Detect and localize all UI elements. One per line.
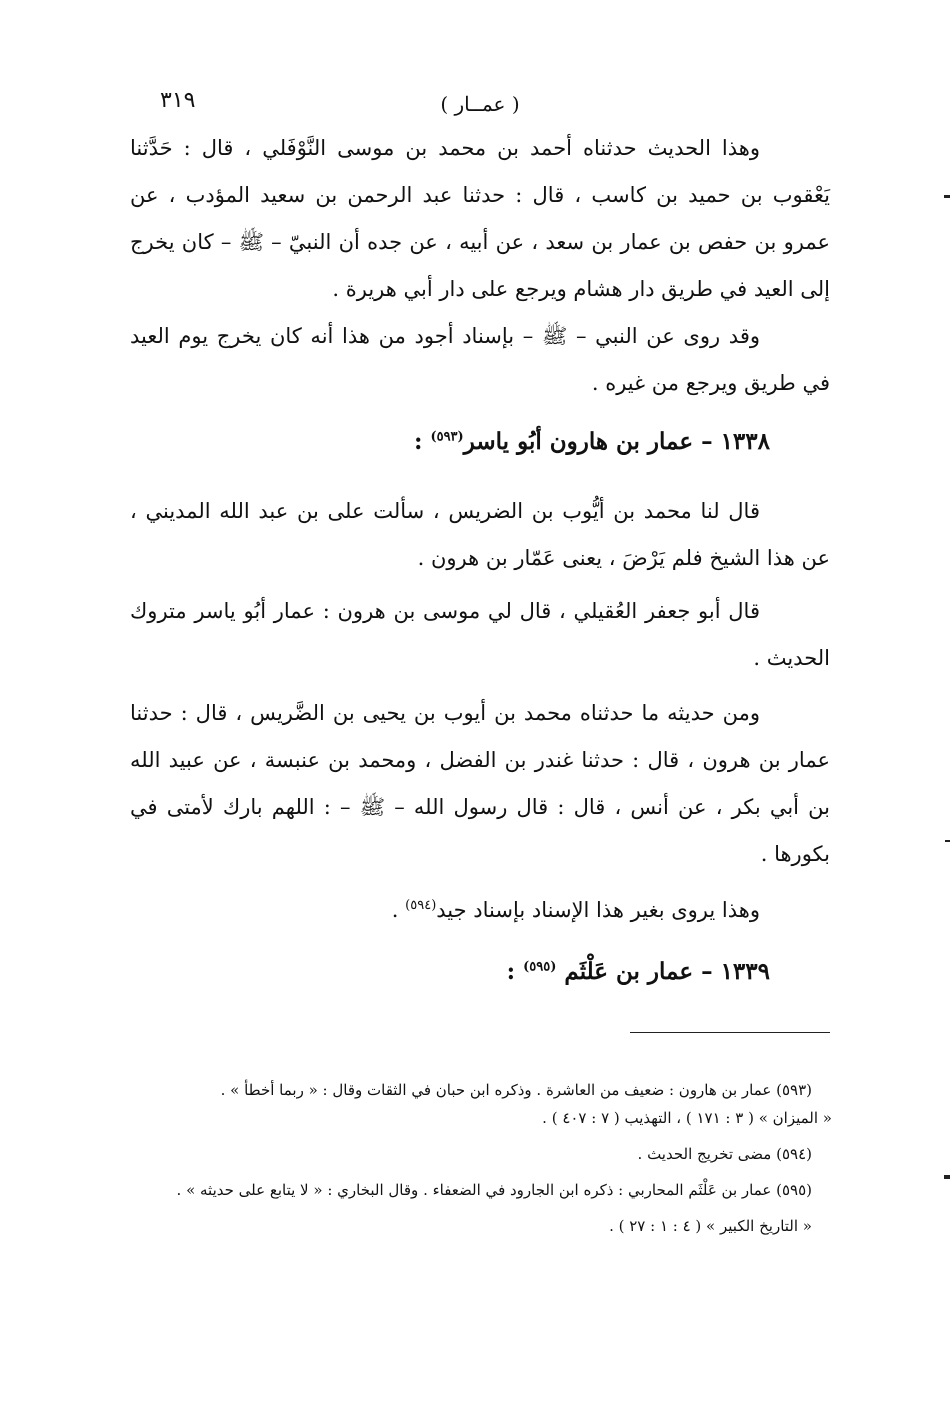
- paragraph-4: قال أبو جعفر العُقيلي ، قال لي موسى بن هرون : عمار أبُو ياسر متروك الحديث .: [130, 599, 830, 670]
- paragraph-1: وهذا الحديث حدثناه أحمد بن محمد بن موسى النَّوْفَلي ، قال : حَدَّثنا يَعْقوب بن حميد بن كاسب ، قال : حدثنا عبد الرحمن بن سعيد المؤدب ، عن عمرو بن حفص بن عمار بن سعد ، عن أبيه ، عن جده أن النبيّ – ﷺ – كان يخرج إلى العيد في طريق دار هشام ويرجع على دار أبي هريرة .: [130, 136, 830, 301]
- entry-heading-1338: [130, 428, 770, 455]
- footnote-ref: (٥٩٤): [405, 898, 437, 913]
- scan-edge-mark: [945, 840, 950, 842]
- footnote-593-source: « الميزان » ( ٣ : ١٧١ ) ، التهذيب ( ٧ : ٤٠٧ ) .: [542, 1109, 832, 1127]
- footnote-ref: (٥٩٥): [523, 959, 557, 975]
- footnote-separator: [630, 1032, 830, 1033]
- heading-end: :: [506, 958, 524, 985]
- body-block-2: [130, 488, 830, 934]
- footnote-594: (٥٩٤) مضى تخريج الحديث .: [637, 1145, 812, 1163]
- footnote-595-source: « التاريخ الكبير » ( ٤ : ١ : ٢٧ ) .: [609, 1217, 812, 1235]
- heading-text: ١٣٣٩ – عمار بن عَلْثَم: [556, 958, 770, 985]
- page-number: ٣١٩: [160, 88, 196, 113]
- page-header: [130, 88, 830, 124]
- scan-edge-mark: [944, 195, 950, 198]
- paragraph-6: [130, 882, 830, 934]
- heading-end: :: [413, 428, 431, 455]
- paragraph-6-end: .: [391, 898, 406, 922]
- entry-heading-1339: [130, 958, 770, 985]
- scan-edge-mark: [944, 1175, 950, 1179]
- footnotes: [130, 1076, 832, 1240]
- footnote-ref: (٥٩٣): [430, 429, 464, 445]
- running-title: ( عمــار ): [440, 92, 520, 116]
- paragraph-5: ومن حديثه ما حدثناه محمد بن أيوب بن يحيى بن الضَّريس ، قال : حدثنا عمار بن هرون ، قال : حدثنا غندر بن الفضل ، ومحمد بن عنبسة ، عن عبيد الله بن أبي بكر ، عن أنس ، قال : قال رسول الله – ﷺ – : اللهم بارك لأمتى في بكورها .: [130, 701, 830, 866]
- footnote-593: (٥٩٣) عمار بن هارون : ضعيف من العاشرة . وذكره ابن حبان في الثقات وقال : « ربما أخطأ » .: [220, 1081, 812, 1099]
- paragraph-3: قال لنا محمد بن أيُّوب بن الضريس ، سألت على بن عبد الله المديني ، عن هذا الشيخ فلم يَرْضَ ، يعنى عَمّار بن هرون .: [130, 499, 830, 570]
- heading-text: ١٣٣٨ – عمار بن هارون أبُو ياسر: [463, 428, 770, 455]
- paragraph-2: وقد روى عن النبي – ﷺ – بإسناد أجود من هذا أنه كان يخرج يوم العيد في طريق ويرجع من غيره .: [130, 324, 830, 395]
- footnote-595: (٥٩٥) عمار بن عَلْثَم المحاربي : ذكره ابن الجارود في الضعفاء . وقال البخاري : « لا يتابع على حديثه » .: [176, 1181, 812, 1199]
- body-block-1: [130, 125, 830, 407]
- paragraph-6-text: وهذا يروى بغير هذا الإسناد بإسناد جيد: [436, 898, 760, 922]
